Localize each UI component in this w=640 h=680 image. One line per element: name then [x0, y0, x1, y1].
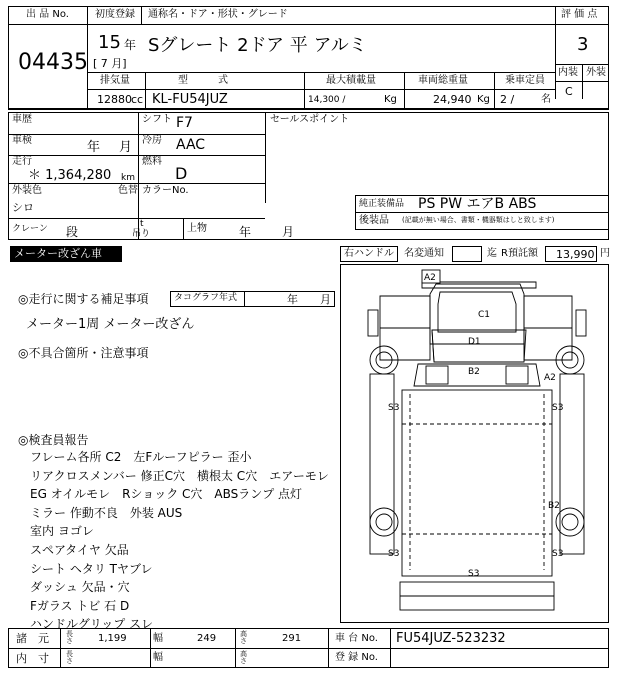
name-change-box — [452, 246, 482, 262]
travel-remarks-note: メーター1周 メーター改ざん — [26, 317, 195, 332]
right-mirror — [576, 310, 586, 336]
mileage-unit: km — [121, 173, 135, 183]
grade-label: 評 価 点 — [561, 9, 598, 20]
tachograph-label: タコグラフ年式 — [174, 293, 238, 303]
defects-heading: ◎不具合箇所・注意事項 — [18, 346, 149, 360]
fuel-label: 燃料 — [142, 156, 162, 167]
chassis-number: FU54JUZ-523232 — [396, 631, 506, 646]
inspector-report-heading: ◎検査員報告 — [18, 433, 89, 447]
damage-mark-s3-right-front: S3 — [552, 403, 564, 413]
registration-year: 15 — [98, 32, 121, 53]
width-label: 幅 — [153, 633, 163, 644]
inspector-line: ダッシュ 欠品・穴 — [30, 580, 130, 595]
shift-value: F7 — [176, 115, 193, 131]
aftermarket-note: (記載が無い場合、書類・機器類はしと致します) — [402, 216, 555, 224]
exterior-grade-label: 外装 — [586, 67, 606, 78]
first-registration-label: 初度登録 — [95, 9, 135, 20]
height-value: 291 — [282, 633, 302, 644]
aircon-label: 冷房 — [142, 135, 162, 146]
cargo-length-label: 長さ — [66, 650, 73, 666]
gross-weight-label: 車両総重量 — [418, 75, 468, 86]
shift-label: シフト — [142, 114, 172, 125]
inspection-month-unit: 月 — [119, 140, 133, 155]
inspector-line: EG オイルモレ Rショック C穴 ABSランプ 点灯 — [30, 487, 303, 502]
travel-remarks-heading: ◎走行に関する補足事項 — [18, 292, 149, 306]
cab-roof — [438, 292, 516, 332]
registration-number-label: 登 録 No. — [335, 652, 378, 663]
tachograph-year-unit: 年 — [287, 293, 298, 306]
exterior-color-value: シロ — [12, 201, 34, 214]
capacity-value: 2 / — [500, 93, 515, 106]
interior-grade: C — [565, 85, 573, 98]
length-label: 長さ — [66, 630, 73, 646]
inspector-line: 室内 ヨゴレ — [30, 524, 94, 539]
equipment-label: 純正装備品 — [359, 199, 405, 209]
exterior-color-label: 外装色 — [12, 185, 42, 196]
inspector-line: スペアタイヤ 欠品 — [30, 542, 129, 557]
fuel-value: D — [175, 164, 188, 183]
body-year-unit: 年 — [239, 225, 252, 239]
registration-year-unit: 年 — [124, 38, 137, 52]
inspector-line: Fガラス トビ 石 D — [30, 598, 130, 613]
capacity-label: 乗車定員 — [505, 75, 545, 86]
length-value: 1,199 — [98, 633, 127, 644]
odometer-tampered-badge: メーター改ざん車 — [10, 246, 122, 262]
displacement-label: 排気量 — [100, 75, 130, 86]
inspection-year-unit: 年 — [87, 140, 101, 155]
max-load-label: 最大積載量 — [326, 75, 376, 86]
damage-mark-s3-rear: S3 — [468, 569, 480, 579]
color-code-label: カラーNo. — [142, 185, 189, 196]
history-label: 車歴 — [12, 114, 32, 125]
crane-label: クレーン — [12, 224, 48, 234]
cab-outline — [430, 284, 524, 344]
body-label: 上物 — [187, 223, 207, 234]
inspection-label: 車検 — [12, 135, 32, 146]
lot-number-label: 出 品 No. — [26, 9, 69, 20]
tachograph-month-unit: 月 — [320, 293, 331, 306]
right-hand-drive-label: 右ハンドル — [344, 248, 394, 259]
damage-mark-a2-right: A2 — [544, 373, 556, 383]
cargo-dimensions-label: 内 寸 — [16, 652, 49, 665]
gross-weight-value: 24,940 — [433, 93, 472, 106]
aircon-value: AAC — [176, 137, 206, 153]
overall-grade: 3 — [577, 34, 589, 55]
max-load-value: 14,300 / — [308, 95, 346, 105]
recycle-deposit-label: R預託額 — [501, 248, 538, 259]
height-label: 高さ — [240, 630, 247, 646]
body-month-unit: 月 — [282, 225, 295, 239]
equipment-value: PS PW エアB ABS — [418, 196, 537, 212]
model-label: 型 式 — [178, 75, 228, 86]
cargo-width-label: 幅 — [153, 652, 163, 663]
damage-mark-a2-front: A2 — [424, 273, 436, 283]
left-mirror — [368, 310, 378, 336]
damage-mark-b2-top: B2 — [468, 367, 480, 377]
aftermarket-label: 後装品 — [359, 215, 389, 226]
crane-hook-unit: 吊り — [132, 229, 151, 239]
interior-grade-label: 内装 — [558, 67, 578, 78]
damage-mark-d1: D1 — [468, 337, 481, 347]
specs-label: 諸 元 — [16, 632, 49, 645]
inspector-line: シート ヘタリ Tヤブレ — [30, 561, 153, 576]
registration-month: [ 7 月] — [93, 57, 127, 70]
damage-mark-s3-left-rear: S3 — [388, 549, 400, 559]
mileage-label: 走行 — [12, 156, 32, 167]
inspector-line: フレーム各所 C2 左Fルーフピラー 歪小 — [30, 450, 252, 464]
damage-diagram — [340, 264, 610, 624]
cargo-bed — [402, 390, 552, 576]
inspector-report-lines — [30, 448, 329, 634]
damage-mark-b2-right: B2 — [548, 501, 560, 511]
vehicle-name: Sグレート 2ドア 平 アルミ — [148, 35, 367, 56]
inspector-line: ミラー 作動不良 外装 AUS — [30, 505, 183, 520]
vehicle-name-label: 通称名・ドア・形状・グレード — [148, 9, 288, 20]
width-value: 249 — [197, 633, 217, 644]
model-code: KL-FU54JUZ — [152, 92, 228, 107]
recycle-deposit-value: 13,990 — [556, 248, 595, 261]
inspector-line: ハンドルグリップ スレ — [30, 617, 154, 632]
recycle-deposit-unit: 円 — [600, 248, 610, 259]
name-change-label: 名変通知 — [404, 248, 444, 259]
mileage-value: ＊ 1,364,280 — [28, 168, 112, 183]
capacity-unit: 名 — [541, 94, 551, 105]
damage-mark-s3-left-front: S3 — [388, 403, 400, 413]
gross-weight-unit: Kg — [477, 94, 490, 105]
sales-point-label: セールスポイント — [270, 114, 350, 125]
max-load-unit: Kg — [384, 94, 397, 105]
crane-ton-unit: t — [140, 219, 144, 229]
crane-step-unit: 段 — [66, 225, 79, 239]
displacement-unit: cc — [131, 93, 144, 106]
name-change-mark: 迄 — [487, 248, 497, 259]
displacement-value: 12880 — [97, 93, 132, 106]
lot-number: 04435 — [18, 50, 88, 75]
damage-mark-s3-right-rear: S3 — [552, 549, 564, 559]
color-change-label: 色替 — [118, 185, 138, 196]
chassis-number-label: 車 台 No. — [335, 633, 378, 644]
damage-mark-c1: C1 — [478, 310, 491, 320]
inspector-line: リアクロスメンバー 修正C穴 横根太 C穴 エアーモレ — [30, 468, 329, 483]
cargo-height-label: 高さ — [240, 650, 247, 666]
